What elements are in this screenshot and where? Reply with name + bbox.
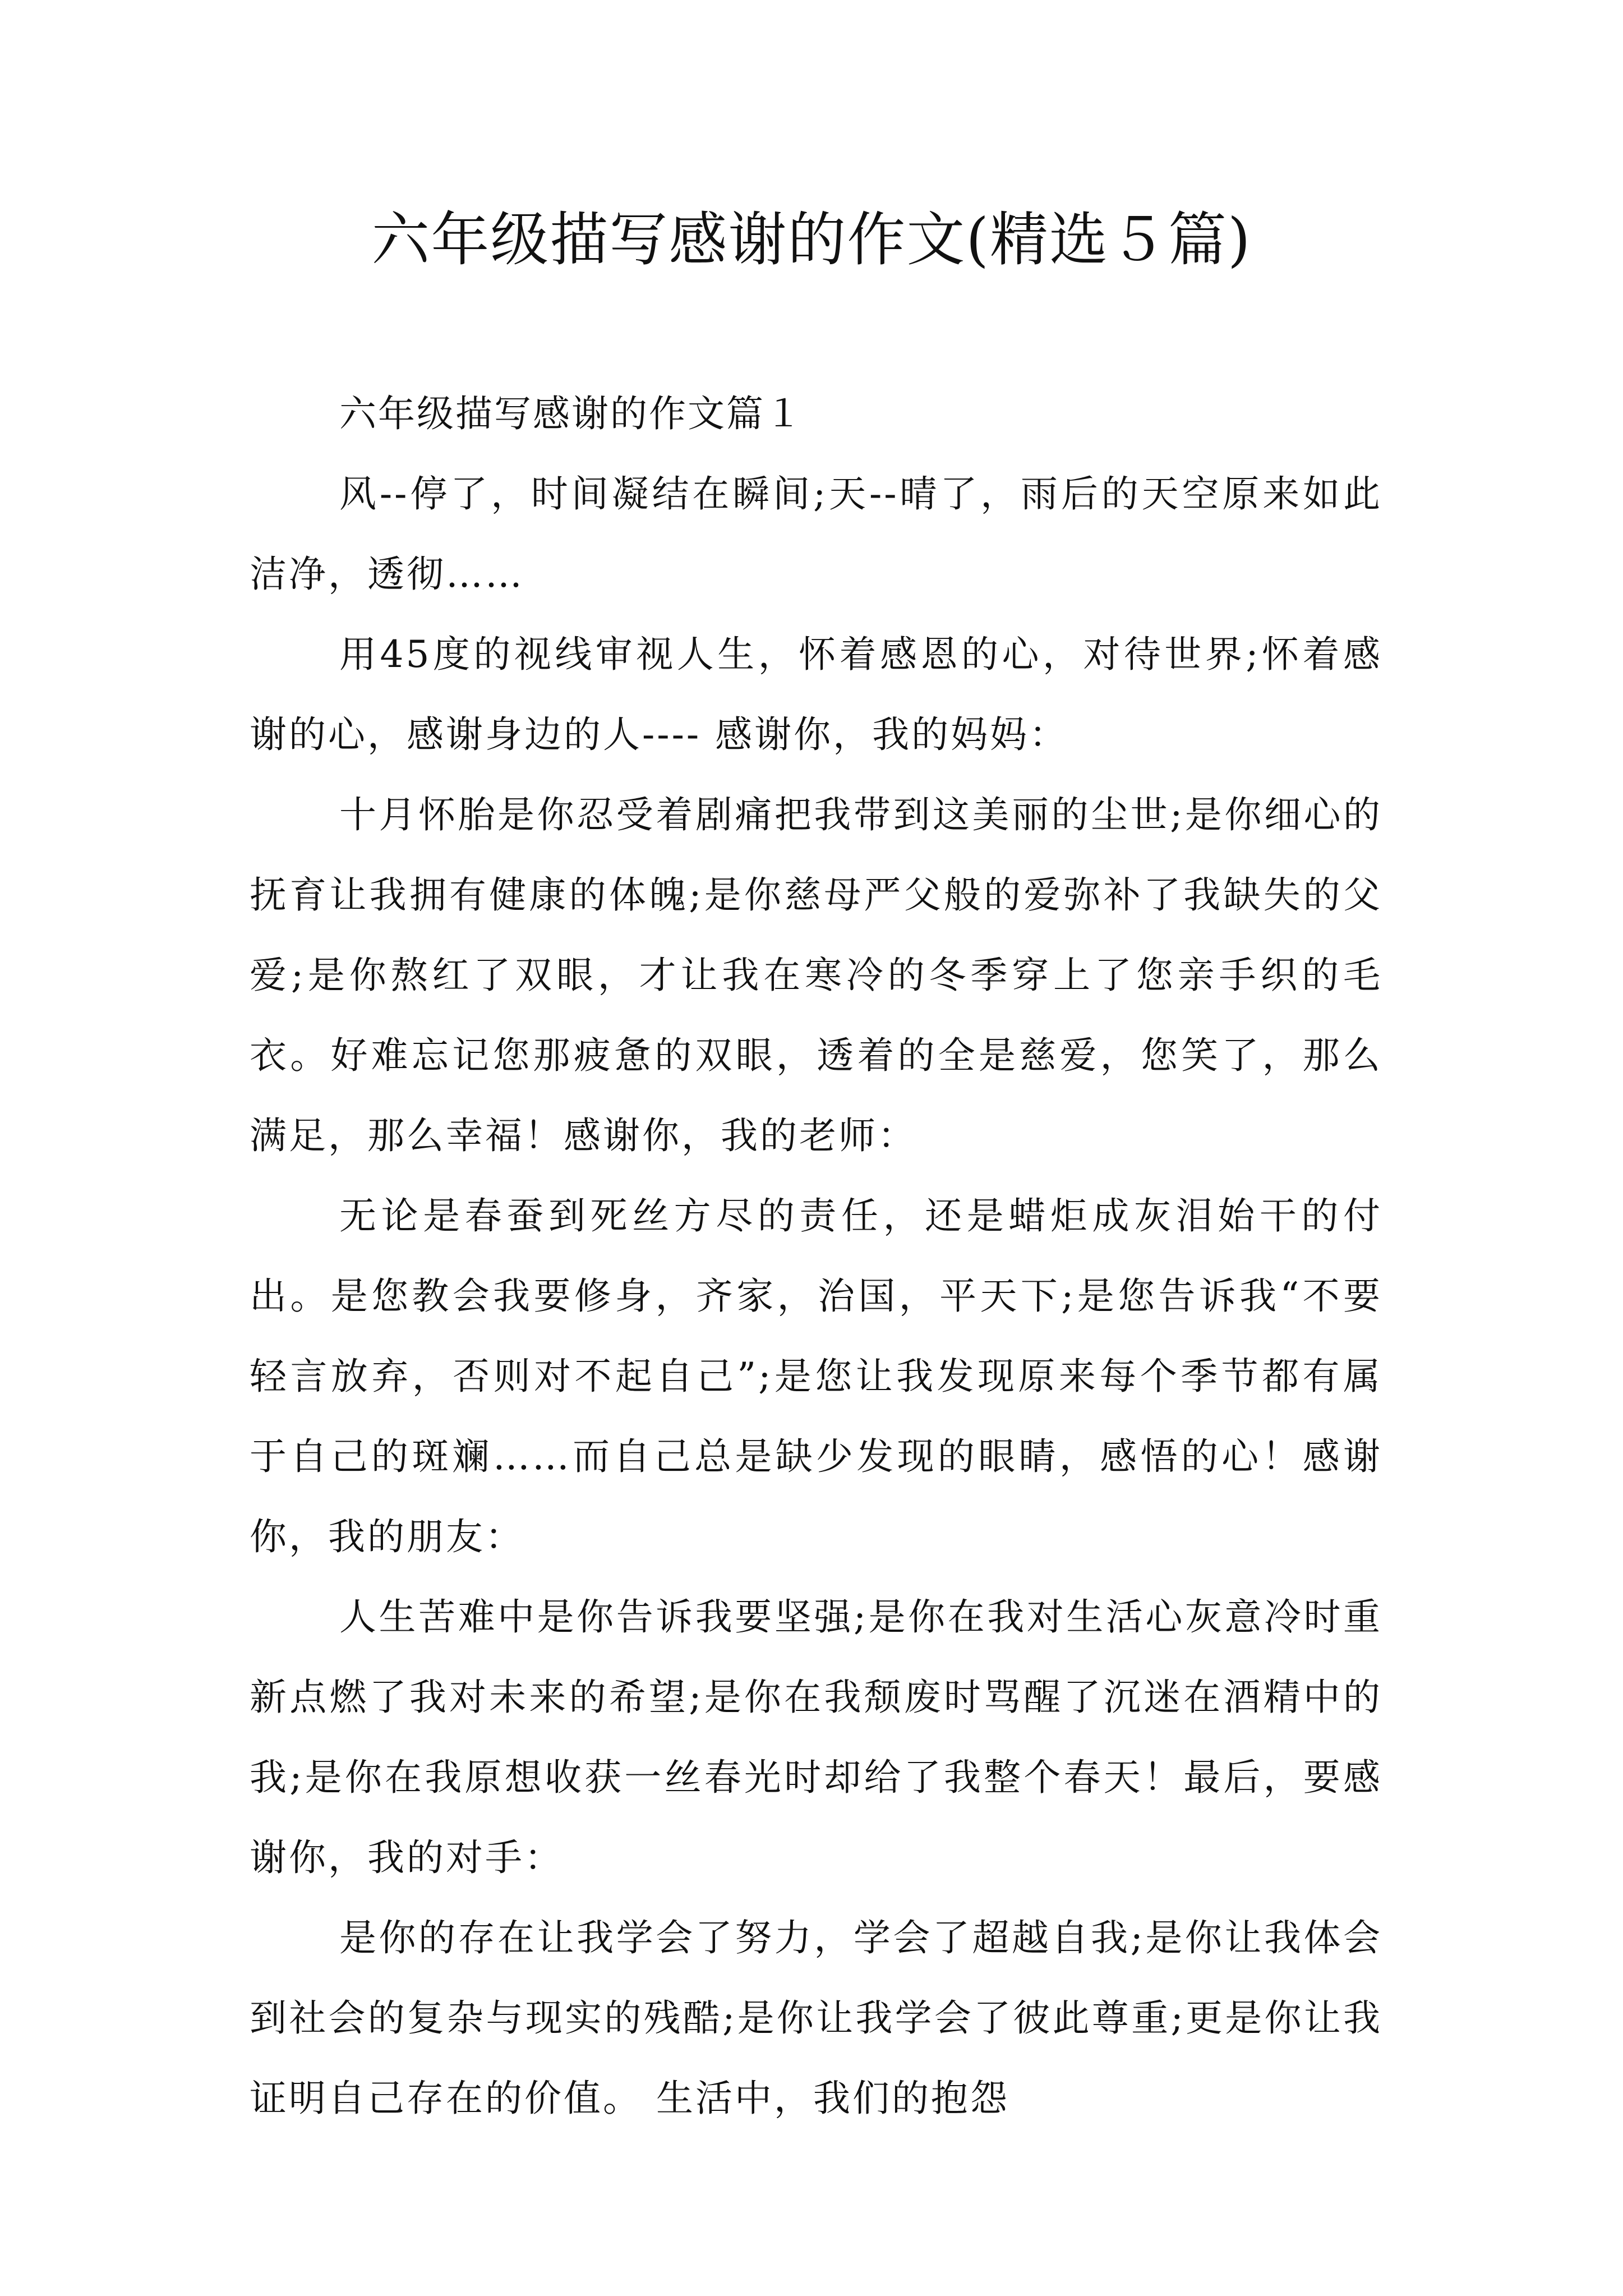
document-title: 六年级描写感谢的作文(精选５篇)	[371, 205, 1252, 274]
paragraph: 是你的存在让我学会了努力，学会了超越自我;是你让我体会到社会的复杂与现实的残酷;是你让我学会了彼此尊重;更是你让我证明自己存在的价值。 生活中，我们的抱怨	[250, 1916, 1382, 2120]
essay-subheading: 六年级描写感谢的作文篇１	[339, 392, 804, 435]
paragraph: 用45度的视线审视人生，怀着感恩的心，对待世界;怀着感谢的心，感谢身边的人---- 感谢你，我的妈妈：	[250, 633, 1382, 756]
paragraph: 十月怀胎是你忍受着剧痛把我带到这美丽的尘世;是你细心的抚育让我拥有健康的体魄;是你慈母严父般的爱弥补了我缺失的父爱;是你熬红了双眼，才让我在寒冷的冬季穿上了您亲手织的毛衣。好难忘记您那疲惫的双眼，透着的全是慈爱，您笑了，那么满足，那么幸福！感谢你，我的老师：	[250, 793, 1382, 1157]
paragraph: 人生苦难中是你告诉我要坚强;是你在我对生活心灰意冷时重新点燃了我对未来的希望;是你在我颓废时骂醒了沉迷在酒精中的我;是你在我原想收获一丝春光时却给了我整个春天！最后，要感谢你，我的对手：	[250, 1595, 1382, 1879]
document-body	[250, 374, 1382, 2138]
paragraph: 无论是春蚕到死丝方尽的责任，还是蜡炬成灰泪始干的付出。是您教会我要修身，齐家，治国，平天下;是您告诉我“不要轻言放弃，否则对不起自己”;是您让我发现原来每个季节都有属于自己的斑斓……而自己总是缺少发现的眼睛，感悟的心！感谢你，我的朋友：	[250, 1194, 1382, 1558]
paragraph: 风--停了，时间凝结在瞬间;天--晴了，雨后的天空原来如此洁净，透彻……	[250, 472, 1382, 596]
